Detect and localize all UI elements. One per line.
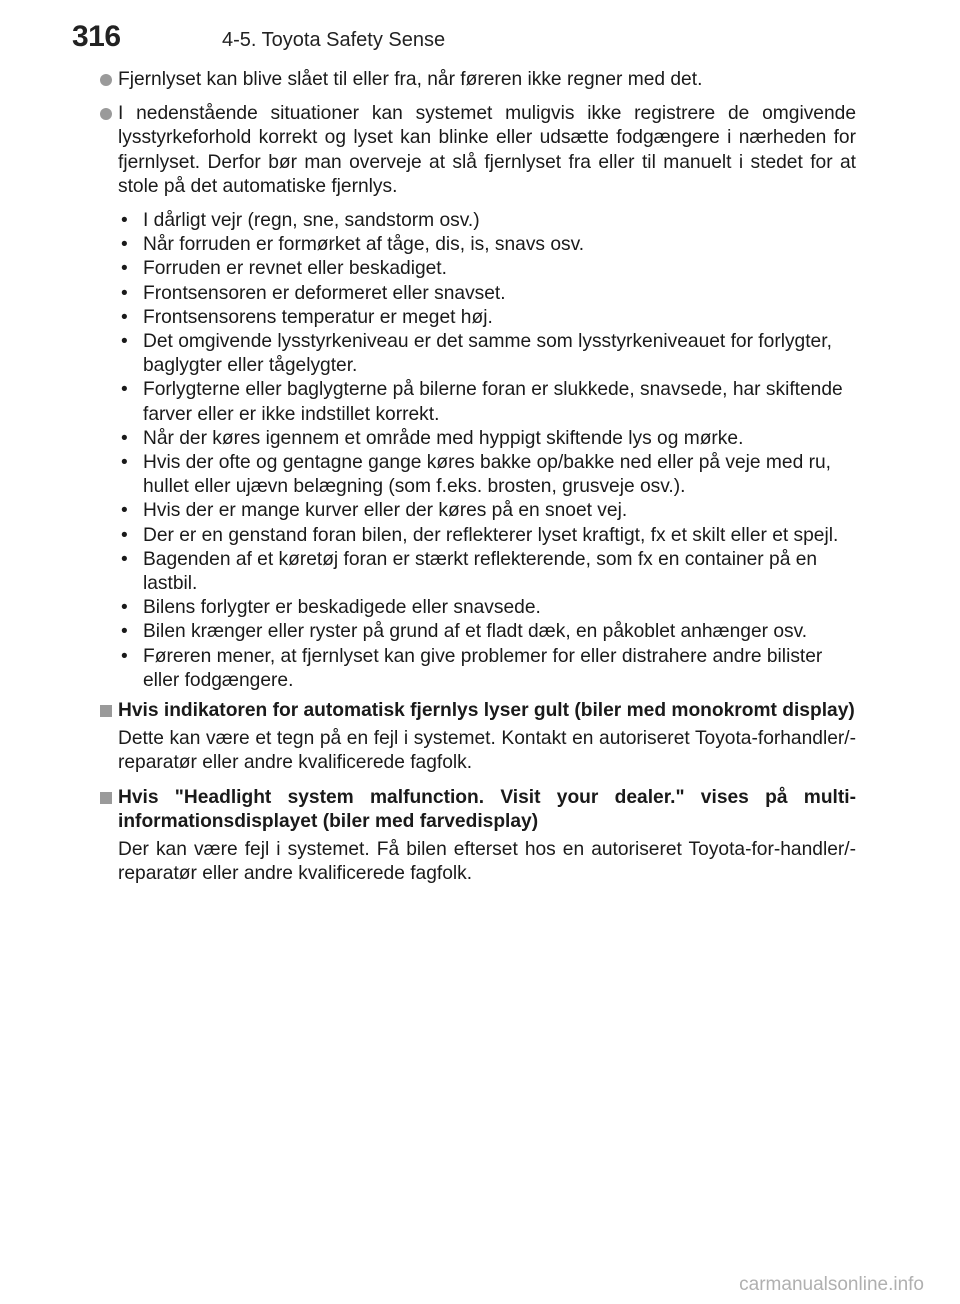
- watermark: carmanualsonline.info: [739, 1274, 924, 1295]
- section-block: [100, 786, 856, 887]
- condition-item: [118, 524, 856, 548]
- condition-text: Bilens forlygter er beskadigede eller snavsede.: [143, 597, 541, 619]
- square-bullet-icon: [100, 705, 112, 717]
- condition-item: [118, 306, 856, 330]
- dot-bullet-icon: •: [121, 331, 128, 353]
- condition-item: [118, 233, 856, 257]
- round-bullet-icon: [100, 108, 112, 120]
- section-body: Der kan være fejl i systemet. Få bilen efterset hos en autoriseret Toyota-for-handler/-reparatør eller andre kvalificerede fagfolk.: [118, 839, 856, 885]
- condition-item: [118, 427, 856, 451]
- section-body: Dette kan være et tegn på en fejl i systemet. Kontakt en autoriseret Toyota-forhandler/-reparatør eller andre kvalificerede fagfolk.: [118, 728, 856, 774]
- page-number: 316: [72, 20, 121, 53]
- dot-bullet-icon: •: [121, 379, 128, 401]
- condition-item: [118, 548, 856, 596]
- condition-item: [118, 378, 856, 426]
- condition-text: Når der køres igennem et område med hyppigt skiftende lys og mørke.: [143, 427, 744, 449]
- condition-item: [118, 330, 856, 378]
- conditions-list: [100, 209, 856, 693]
- dot-bullet-icon: •: [121, 548, 128, 570]
- condition-item: [118, 620, 856, 644]
- condition-text: Bilen krænger eller ryster på grund af et fladt dæk, en påkoblet anhænger osv.: [143, 621, 808, 643]
- condition-text: Der er en genstand foran bilen, der reflekterer lyset kraftigt, fx et skilt eller et spejl.: [143, 524, 839, 546]
- dot-bullet-icon: •: [121, 597, 128, 619]
- section-heading: Hvis "Headlight system malfunction. Visit your dealer." vises på multi-informationsdisplayet (biler med farvedisplay): [118, 786, 856, 832]
- dot-bullet-icon: •: [121, 500, 128, 522]
- condition-text: Bagenden af et køretøj foran er stærkt reflekterende, som fx en container på en lastbil.: [143, 548, 818, 595]
- condition-text: Føreren mener, at fjernlyset kan give problemer for eller distrahere andre bilister eller fodgængere.: [143, 645, 823, 691]
- condition-text: Når forruden er formørket af tåge, dis, is, snavs osv.: [143, 234, 585, 256]
- dot-bullet-icon: •: [121, 210, 128, 232]
- condition-text: Frontsensorens temperatur er meget høj.: [143, 306, 493, 328]
- square-bullet-icon: [100, 792, 112, 804]
- condition-text: Hvis der er mange kurver eller der køres på en snoet vej.: [143, 500, 628, 522]
- note-text: I nedenstående situationer kan systemet muligvis ikke registrere de omgivende lysstyrkeforhold korrekt og lyset kan blinke eller udsætte fodgængere i nærheden for fjernlyset. Derfor bør man overveje at slå fjernlyset fra eller til manuelt i stedet for at stole på det automatiske fjernlys.: [118, 103, 856, 197]
- condition-item: [118, 596, 856, 620]
- note-item: [100, 102, 856, 199]
- note-text: Fjernlyset kan blive slået til eller fra, når føreren ikke regner med det.: [118, 69, 703, 90]
- dot-bullet-icon: •: [121, 258, 128, 280]
- page-header: [72, 20, 932, 60]
- round-bullet-icon: [100, 74, 112, 86]
- condition-item: [118, 209, 856, 233]
- condition-item: [118, 282, 856, 306]
- condition-text: Forruden er revnet eller beskadiget.: [143, 258, 447, 280]
- condition-text: Forlygterne eller baglygterne på bilerne foran er slukkede, snavsede, har skiftende farver eller er ikke indstillet korrekt.: [143, 379, 843, 425]
- section-title: 4-5. Toyota Safety Sense: [222, 29, 446, 51]
- dot-bullet-icon: •: [121, 452, 128, 474]
- condition-item: [118, 499, 856, 523]
- page-content: [100, 68, 856, 897]
- note-item: [100, 68, 856, 92]
- condition-text: Frontsensoren er deformeret eller snavset.: [143, 282, 506, 304]
- dot-bullet-icon: •: [121, 524, 128, 546]
- condition-text: Hvis der ofte og gentagne gange køres bakke op/bakke ned eller på veje med ru, hullet eller ujævn belægning (som f.eks. brosten, grusveje osv.).: [143, 452, 831, 498]
- dot-bullet-icon: •: [121, 621, 128, 643]
- dot-bullet-icon: •: [121, 306, 128, 328]
- section-heading: Hvis indikatoren for automatisk fjernlys lyser gult (biler med monokromt display): [118, 700, 855, 722]
- condition-text: I dårligt vejr (regn, sne, sandstorm osv.): [143, 210, 480, 232]
- dot-bullet-icon: •: [121, 645, 128, 667]
- dot-bullet-icon: •: [121, 427, 128, 449]
- condition-text: Det omgivende lysstyrkeniveau er det samme som lysstyrkeniveauet for forlygter, baglygter eller tågelygter.: [143, 331, 832, 377]
- condition-item: [118, 257, 856, 281]
- condition-item: [118, 451, 856, 499]
- dot-bullet-icon: •: [121, 282, 128, 304]
- condition-item: [118, 645, 856, 693]
- section-block: [100, 699, 856, 776]
- dot-bullet-icon: •: [121, 234, 128, 256]
